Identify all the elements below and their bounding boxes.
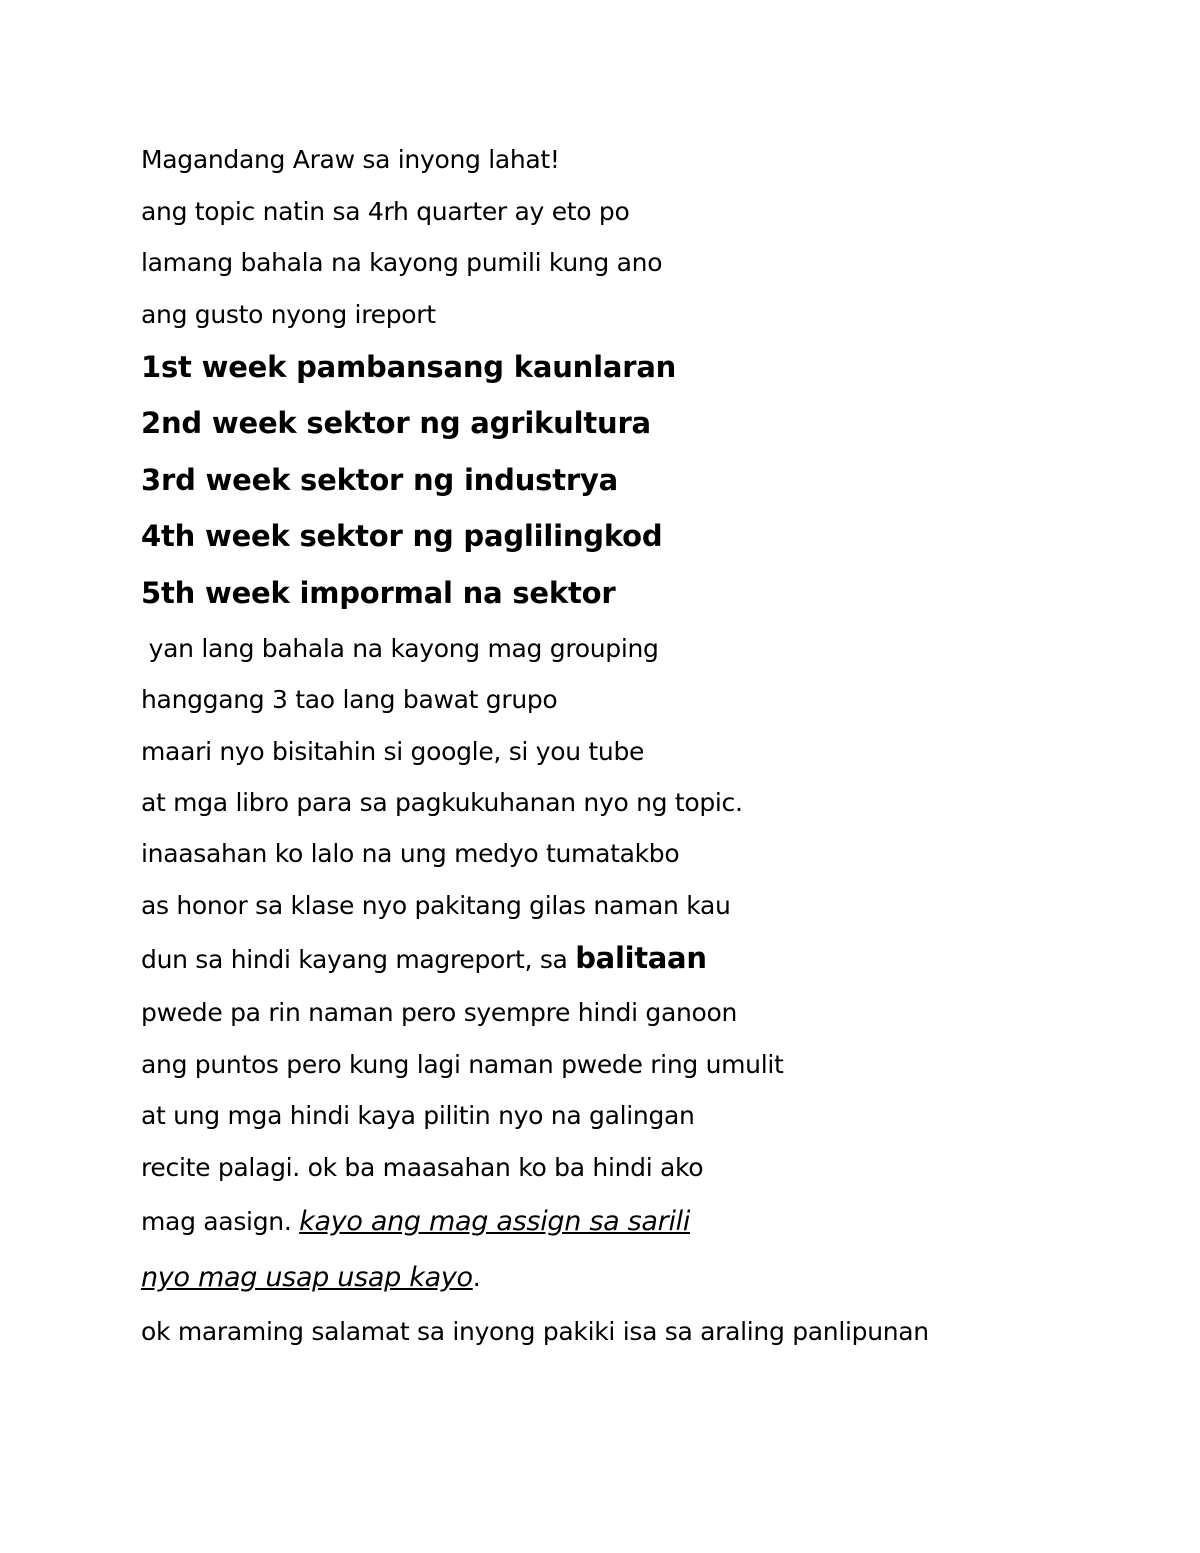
week-topic-5: 5th week impormal na sektor xyxy=(141,576,616,610)
intro-line: ang topic natin sa 4rh quarter ay eto po xyxy=(141,197,630,226)
intro-line: ang gusto nyong ireport xyxy=(141,300,436,329)
intro-line: lamang bahala na kayong pumili kung ano xyxy=(141,248,663,277)
body-line: recite palagi. ok ba maasahan ko ba hindi ako xyxy=(141,1153,704,1182)
body-line: ang puntos pero kung lagi naman pwede ring umulit xyxy=(141,1050,784,1079)
closing-line: ok maraming salamat sa inyong pakiki isa sa araling panlipunan xyxy=(141,1317,929,1346)
usap-suffix: . xyxy=(472,1263,481,1292)
body-line: pwede pa rin naman pero syempre hindi ganoon xyxy=(141,998,738,1027)
body-line: inaasahan ko lalo na ung medyo tumatakbo xyxy=(141,839,680,868)
body-line: yan lang bahala na kayong mag grouping xyxy=(141,634,659,663)
assign-italic-text: kayo ang mag assign sa sarili xyxy=(299,1206,691,1237)
assign-line xyxy=(141,1206,690,1238)
greeting-line: Magandang Araw sa inyong lahat! xyxy=(141,145,560,174)
assign-prefix: mag aasign. xyxy=(141,1207,300,1236)
week-topic-4: 4th week sektor ng paglilingkod xyxy=(141,519,663,553)
body-line: at mga libro para sa pagkukuhanan nyo ng topic. xyxy=(141,788,743,817)
balitaan-prefix: dun sa hindi kayang magreport, sa xyxy=(141,945,576,974)
week-topic-3: 3rd week sektor ng industrya xyxy=(141,463,619,497)
balitaan-bold-word: balitaan xyxy=(575,941,707,975)
week-topic-1: 1st week pambansang kaunlaran xyxy=(141,350,677,384)
body-line: at ung mga hindi kaya pilitin nyo na galingan xyxy=(141,1101,695,1130)
body-line: hanggang 3 tao lang bawat grupo xyxy=(141,685,558,714)
body-line: maari nyo bisitahin si google, si you tube xyxy=(141,737,645,766)
balitaan-line xyxy=(141,942,707,976)
usap-line xyxy=(141,1262,480,1294)
body-line: as honor sa klase nyo pakitang gilas naman kau xyxy=(141,891,731,920)
usap-italic-text: nyo mag usap usap kayo xyxy=(141,1262,473,1293)
week-topic-2: 2nd week sektor ng agrikultura xyxy=(141,406,651,440)
